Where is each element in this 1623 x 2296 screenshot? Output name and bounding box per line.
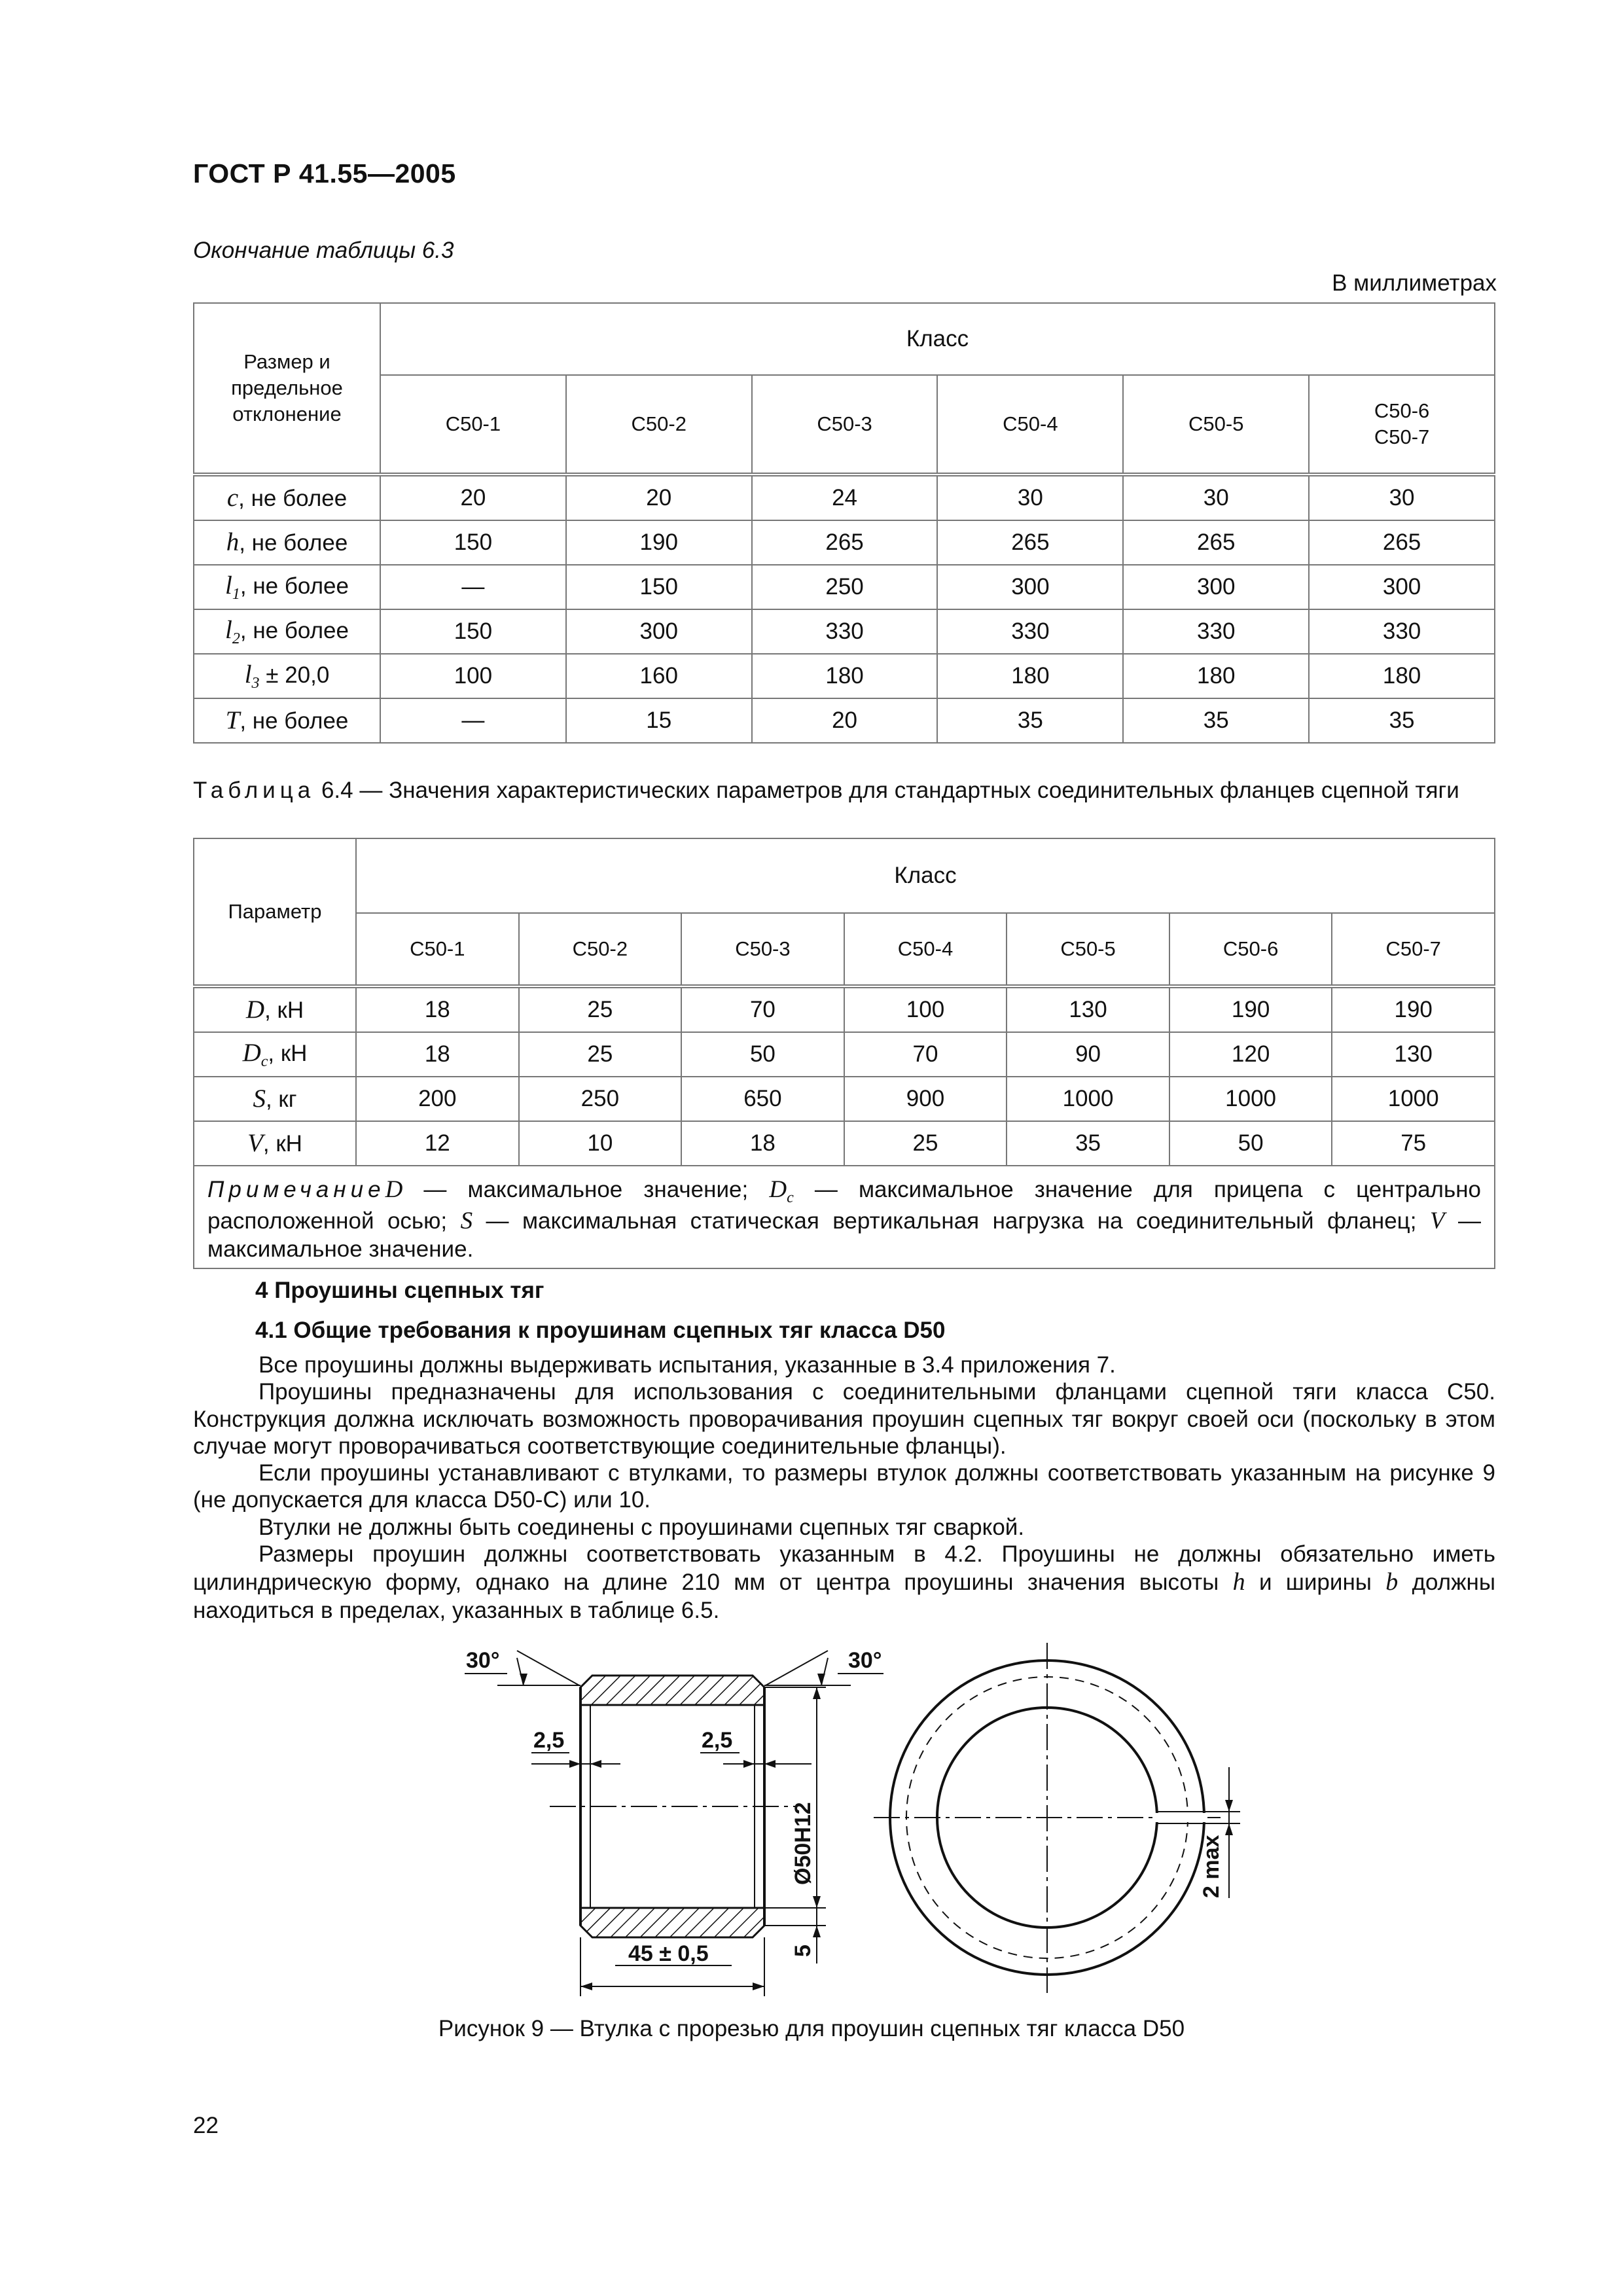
table-title: 6.4 — Значения характеристических параметров для стандартных соединительных фланцев сцепной тяги xyxy=(321,778,1459,803)
diameter-label: Ø50H12 xyxy=(791,1802,815,1885)
column-header: С50-7 xyxy=(1332,913,1495,986)
slot-label: 2 max xyxy=(1199,1835,1224,1898)
units-note: В миллиметрах xyxy=(1332,270,1497,296)
parameter-cell: S, кг xyxy=(194,1077,356,1121)
value-cell: 35 xyxy=(937,698,1123,743)
paragraph: Все проушины должны выдерживать испытания, указанные в 3.4 приложения 7. xyxy=(259,1352,1116,1378)
value-cell: 330 xyxy=(752,609,938,654)
value-cell: 265 xyxy=(1123,520,1309,565)
table-label: Таблица xyxy=(193,778,315,803)
value-cell: 25 xyxy=(519,986,682,1032)
bushing-top-wall xyxy=(580,1676,764,1705)
column-header: С50-1 xyxy=(356,913,519,986)
value-cell: 330 xyxy=(1123,609,1309,654)
value-cell: 10 xyxy=(519,1121,682,1166)
value-cell: 100 xyxy=(380,654,566,698)
value-cell: 20 xyxy=(380,475,566,520)
column-header: С50-3 xyxy=(681,913,844,986)
parameter-cell: h, не более xyxy=(194,520,380,565)
gap-label-right: 2,5 xyxy=(702,1728,733,1753)
column-header: С50-2 xyxy=(566,375,752,475)
value-cell: 265 xyxy=(937,520,1123,565)
row-header-cell: Размер и предельное отклонение xyxy=(194,303,380,475)
value-cell: 200 xyxy=(356,1077,519,1121)
column-header: С50-5 xyxy=(1123,375,1309,475)
column-header: С50-6 С50-7 xyxy=(1309,375,1495,475)
angle-label-right: 30° xyxy=(848,1648,882,1673)
value-cell: 180 xyxy=(1123,654,1309,698)
value-cell: 18 xyxy=(356,1032,519,1077)
value-cell: 75 xyxy=(1332,1121,1495,1166)
value-cell: 190 xyxy=(1169,986,1332,1032)
value-cell: 35 xyxy=(1123,698,1309,743)
value-cell: 130 xyxy=(1007,986,1169,1032)
value-cell: 25 xyxy=(519,1032,682,1077)
value-cell: 190 xyxy=(566,520,752,565)
value-cell: 300 xyxy=(566,609,752,654)
column-header: С50-1 xyxy=(380,375,566,475)
value-cell: 24 xyxy=(752,475,938,520)
column-header: С50-3 xyxy=(752,375,938,475)
value-cell: 1000 xyxy=(1007,1077,1169,1121)
value-cell: 35 xyxy=(1309,698,1495,743)
value-cell: 20 xyxy=(752,698,938,743)
value-cell: 150 xyxy=(380,520,566,565)
figure-caption: Рисунок 9 — Втулка с прорезью для проушин сцепных тяг класса D50 xyxy=(438,2016,1185,2041)
paragraph: Втулки не должны быть соединены с проушинами сцепных тяг сваркой. xyxy=(259,1514,1025,1540)
table-note: ПримечаниеD — максимальное значение; $D_c$ — максимальное значение для прицепа с центрально расположенной осью; S — максимальная статическая вертикальная нагрузка на соединительный фланец; V — максимальное значение. xyxy=(194,1166,1495,1268)
parameter-cell: D, кН xyxy=(194,986,356,1032)
document-code: ГОСТ Р 41.55—2005 xyxy=(193,158,456,188)
class-header-cell: Класс xyxy=(356,838,1495,913)
value-cell: 18 xyxy=(356,986,519,1032)
value-cell: 180 xyxy=(1309,654,1495,698)
table-continuation-caption: Окончание таблицы 6.3 xyxy=(193,238,454,263)
value-cell: 50 xyxy=(1169,1121,1332,1166)
value-cell: 250 xyxy=(752,565,938,609)
value-cell: 130 xyxy=(1332,1032,1495,1077)
value-cell: 150 xyxy=(566,565,752,609)
value-cell: 20 xyxy=(566,475,752,520)
value-cell: 160 xyxy=(566,654,752,698)
value-cell: 650 xyxy=(681,1077,844,1121)
value-cell: 18 xyxy=(681,1121,844,1166)
value-cell: — xyxy=(380,698,566,743)
parameter-cell: $l_3 \pm 20,0$ xyxy=(194,654,380,698)
value-cell: 100 xyxy=(844,986,1007,1032)
paragraph: Проушины предназначены для использования с соединительными фланцами сцепной тяги класса С50. Конструкция должна исключать возможность проворачивания проушин сцепных тяг вокруг своей оси (поскольку в этом случае могут проворачиваться соответствующие соединительные фланцы). xyxy=(193,1379,1495,1459)
class-header-cell: Класс xyxy=(380,303,1495,375)
value-cell: 70 xyxy=(681,986,844,1032)
value-cell: 25 xyxy=(844,1121,1007,1166)
value-cell: 120 xyxy=(1169,1032,1332,1077)
wall-thickness-label: 5 xyxy=(791,1945,815,1957)
column-header: С50-4 xyxy=(844,913,1007,986)
value-cell: 150 xyxy=(380,609,566,654)
value-cell: 30 xyxy=(937,475,1123,520)
value-cell: 265 xyxy=(752,520,938,565)
value-cell: 70 xyxy=(844,1032,1007,1077)
value-cell: 30 xyxy=(1123,475,1309,520)
parameter-cell: $l_2$, не более xyxy=(194,609,380,654)
value-cell: — xyxy=(380,565,566,609)
subsection-heading: 4.1 Общие требования к проушинам сцепных тяг класса D50 xyxy=(255,1318,946,1343)
value-cell: 900 xyxy=(844,1077,1007,1121)
parameter-cell: $l_1$, не более xyxy=(194,565,380,609)
angle-label-left: 30° xyxy=(466,1648,500,1673)
value-cell: 190 xyxy=(1332,986,1495,1032)
column-header: С50-6 xyxy=(1169,913,1332,986)
value-cell: 180 xyxy=(937,654,1123,698)
parameter-cell: T, не более xyxy=(194,698,380,743)
value-cell: 90 xyxy=(1007,1032,1169,1077)
value-cell: 265 xyxy=(1309,520,1495,565)
value-cell: 300 xyxy=(1123,565,1309,609)
section-heading: 4 Проушины сцепных тяг xyxy=(255,1278,544,1303)
value-cell: 330 xyxy=(1309,609,1495,654)
value-cell: 180 xyxy=(752,654,938,698)
value-cell: 250 xyxy=(519,1077,682,1121)
parameter-cell: $D_c$, кН xyxy=(194,1032,356,1077)
value-cell: 1000 xyxy=(1169,1077,1332,1121)
value-cell: 50 xyxy=(681,1032,844,1077)
value-cell: 15 xyxy=(566,698,752,743)
parameter-cell: c, не более xyxy=(194,475,380,520)
value-cell: 12 xyxy=(356,1121,519,1166)
value-cell: 35 xyxy=(1007,1121,1169,1166)
value-cell: 30 xyxy=(1309,475,1495,520)
page-number: 22 xyxy=(193,2113,219,2138)
column-header: С50-2 xyxy=(519,913,682,986)
parameter-cell: V, кН xyxy=(194,1121,356,1166)
value-cell: 330 xyxy=(937,609,1123,654)
paragraph: Размеры проушин должны соответствовать указанным в 4.2. Проушины не должны обязательно иметь цилиндрическую форму, однако на длине 210 мм от центра проушины значения высоты h и ширины b должны находиться в пределах, указанных в таблице 6.5. xyxy=(193,1541,1496,1624)
value-cell: 300 xyxy=(1309,565,1495,609)
row-header-cell: Параметр xyxy=(194,838,356,986)
column-header: С50-5 xyxy=(1007,913,1169,986)
length-label: 45 ± 0,5 xyxy=(628,1941,709,1966)
value-cell: 1000 xyxy=(1332,1077,1495,1121)
paragraph: Если проушины устанавливают с втулками, то размеры втулок должны соответствовать указанным на рисунке 9 (не допускается для класса D50-C) или 10. xyxy=(193,1460,1495,1513)
value-cell: 300 xyxy=(937,565,1123,609)
bushing-bottom-wall xyxy=(580,1908,764,1937)
column-header: С50-4 xyxy=(937,375,1123,475)
gap-label-left: 2,5 xyxy=(533,1728,565,1753)
